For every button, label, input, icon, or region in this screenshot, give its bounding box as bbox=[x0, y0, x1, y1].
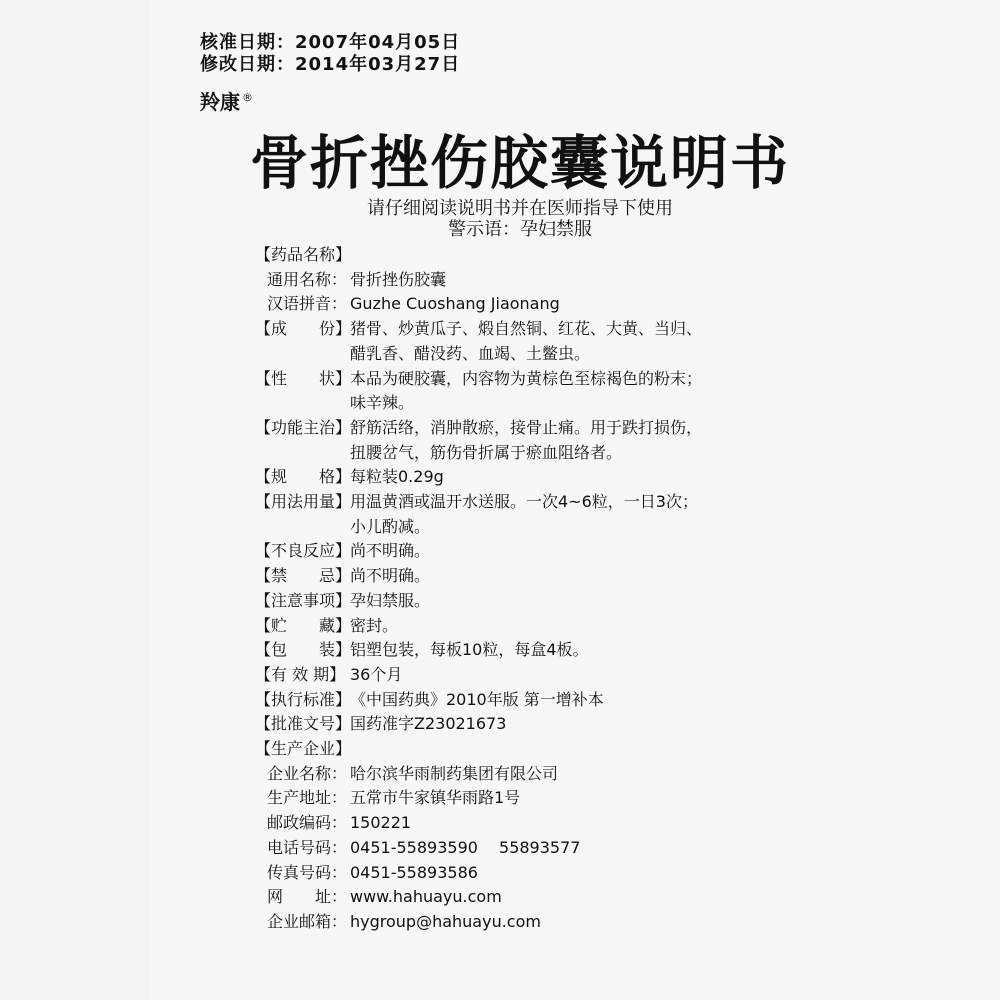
approval-date: 2007年04月05日 bbox=[295, 32, 461, 53]
email-value: hygroup@hahuayu.com bbox=[350, 911, 541, 931]
company-label: 企业名称： bbox=[267, 763, 348, 783]
fax-value: 0451-55893586 bbox=[350, 862, 478, 882]
package-label: 【包 装】 bbox=[255, 640, 352, 660]
function-value: 舒筋活络，消肿散瘀，接骨止痛。用于跌打损伤， bbox=[350, 417, 703, 437]
phone-value: 0451-55893590 55893577 bbox=[350, 837, 581, 857]
properties-row bbox=[255, 367, 795, 392]
adverse-value: 尚不明确。 bbox=[350, 541, 431, 561]
website-label: 网 址： bbox=[267, 887, 348, 907]
storage-value: 密封。 bbox=[350, 615, 399, 635]
standard-label: 【执行标准】 bbox=[255, 689, 352, 709]
standard-row bbox=[255, 688, 795, 713]
postcode-value: 150221 bbox=[350, 813, 412, 833]
pinyin-value: Guzhe Cuoshang Jiaonang bbox=[350, 294, 560, 314]
company-row bbox=[255, 762, 795, 787]
approval-date-label: 核准日期： bbox=[200, 32, 295, 53]
postcode-row bbox=[255, 811, 795, 836]
properties-continued: 味辛辣。 bbox=[350, 393, 415, 413]
adverse-label: 【不良反应】 bbox=[255, 541, 352, 561]
package-row bbox=[255, 638, 795, 663]
ingredients-value: 猪骨、炒黄瓜子、煅自然铜、红花、大黄、当归、 bbox=[350, 319, 703, 339]
postcode-label: 邮政编码： bbox=[267, 813, 348, 833]
address-value: 五常市牛家镇华雨路1号 bbox=[350, 788, 521, 808]
dates-block bbox=[200, 32, 460, 76]
address-row bbox=[255, 786, 795, 811]
usage-continued: 小儿酌减。 bbox=[350, 516, 431, 536]
brand-name: 羚康 bbox=[200, 90, 240, 114]
manufacturer-heading: 【生产企业】 bbox=[255, 739, 352, 759]
function-continued: 扭腰岔气，筋伤骨折属于瘀血阻络者。 bbox=[350, 442, 623, 462]
storage-row bbox=[255, 614, 795, 639]
fax-row bbox=[255, 861, 795, 886]
spec-row bbox=[255, 465, 795, 490]
pinyin-label: 汉语拼音： bbox=[267, 294, 348, 314]
generic-name-label: 通用名称： bbox=[267, 269, 348, 289]
usage-label: 【用法用量】 bbox=[255, 492, 352, 512]
brand-logo bbox=[200, 86, 253, 115]
fax-label: 传真号码： bbox=[267, 862, 348, 882]
function-label: 【功能主治】 bbox=[255, 417, 352, 437]
revision-date-label: 修改日期： bbox=[200, 54, 295, 75]
approval-value: 国药准字Z23021673 bbox=[350, 714, 507, 734]
address-label: 生产地址： bbox=[267, 788, 348, 808]
notes-label: 【注意事项】 bbox=[255, 590, 352, 610]
approval-row bbox=[255, 712, 795, 737]
adverse-row bbox=[255, 539, 795, 564]
drug-name-heading: 【药品名称】 bbox=[255, 245, 352, 264]
revision-date-line bbox=[200, 54, 460, 76]
approval-date-line bbox=[200, 32, 460, 54]
usage-row bbox=[255, 490, 795, 515]
approval-label: 【批准文号】 bbox=[255, 714, 352, 734]
ingredients-continued: 醋乳香、醋没药、血竭、土鳖虫。 bbox=[350, 343, 591, 363]
contraindications-label: 【禁 忌】 bbox=[255, 566, 352, 586]
generic-name-value: 骨折挫伤胶囊 bbox=[350, 269, 447, 289]
standard-value: 《中国药典》2010年版 第一增补本 bbox=[350, 689, 604, 709]
spec-value: 每粒装0.29g bbox=[350, 467, 444, 487]
revision-date: 2014年03月27日 bbox=[295, 54, 461, 75]
email-row bbox=[255, 910, 795, 935]
notes-value: 孕妇禁服。 bbox=[350, 590, 431, 610]
website-row bbox=[255, 885, 795, 910]
ingredients-label: 【成 份】 bbox=[255, 319, 352, 339]
email-label: 企业邮箱： bbox=[267, 911, 348, 931]
phone-label: 电话号码： bbox=[267, 837, 348, 857]
registered-mark: ® bbox=[242, 91, 253, 105]
website-value: www.hahuayu.com bbox=[350, 887, 502, 907]
validity-label: 【有 效 期】 bbox=[255, 664, 346, 684]
notes-row bbox=[255, 589, 795, 614]
subtitle: 请仔细阅读说明书并在医师指导下使用 bbox=[367, 198, 673, 219]
leaflet-content bbox=[255, 243, 795, 935]
warning-text: 警示语：孕妇禁服 bbox=[448, 219, 592, 240]
page-title: 骨折挫伤胶囊说明书 bbox=[249, 129, 790, 197]
company-value: 哈尔滨华雨制药集团有限公司 bbox=[350, 763, 559, 783]
contraindications-value: 尚不明确。 bbox=[350, 566, 431, 586]
generic-name-row bbox=[255, 268, 795, 293]
pinyin-row bbox=[255, 292, 795, 317]
properties-value: 本品为硬胶囊，内容物为黄棕色至棕褐色的粉末； bbox=[350, 368, 703, 388]
ingredients-row bbox=[255, 317, 795, 342]
spec-label: 【规 格】 bbox=[255, 467, 352, 487]
package-value: 铝塑包装，每板10粒，每盒4板。 bbox=[350, 640, 589, 660]
phone-row bbox=[255, 836, 795, 861]
function-row bbox=[255, 416, 795, 441]
validity-row bbox=[255, 663, 795, 688]
contraindications-row bbox=[255, 564, 795, 589]
properties-label: 【性 状】 bbox=[255, 368, 352, 388]
storage-label: 【贮 藏】 bbox=[255, 615, 352, 635]
validity-value: 36个月 bbox=[350, 664, 403, 684]
usage-value: 用温黄酒或温开水送服。一次4~6粒，一日3次； bbox=[350, 492, 698, 512]
